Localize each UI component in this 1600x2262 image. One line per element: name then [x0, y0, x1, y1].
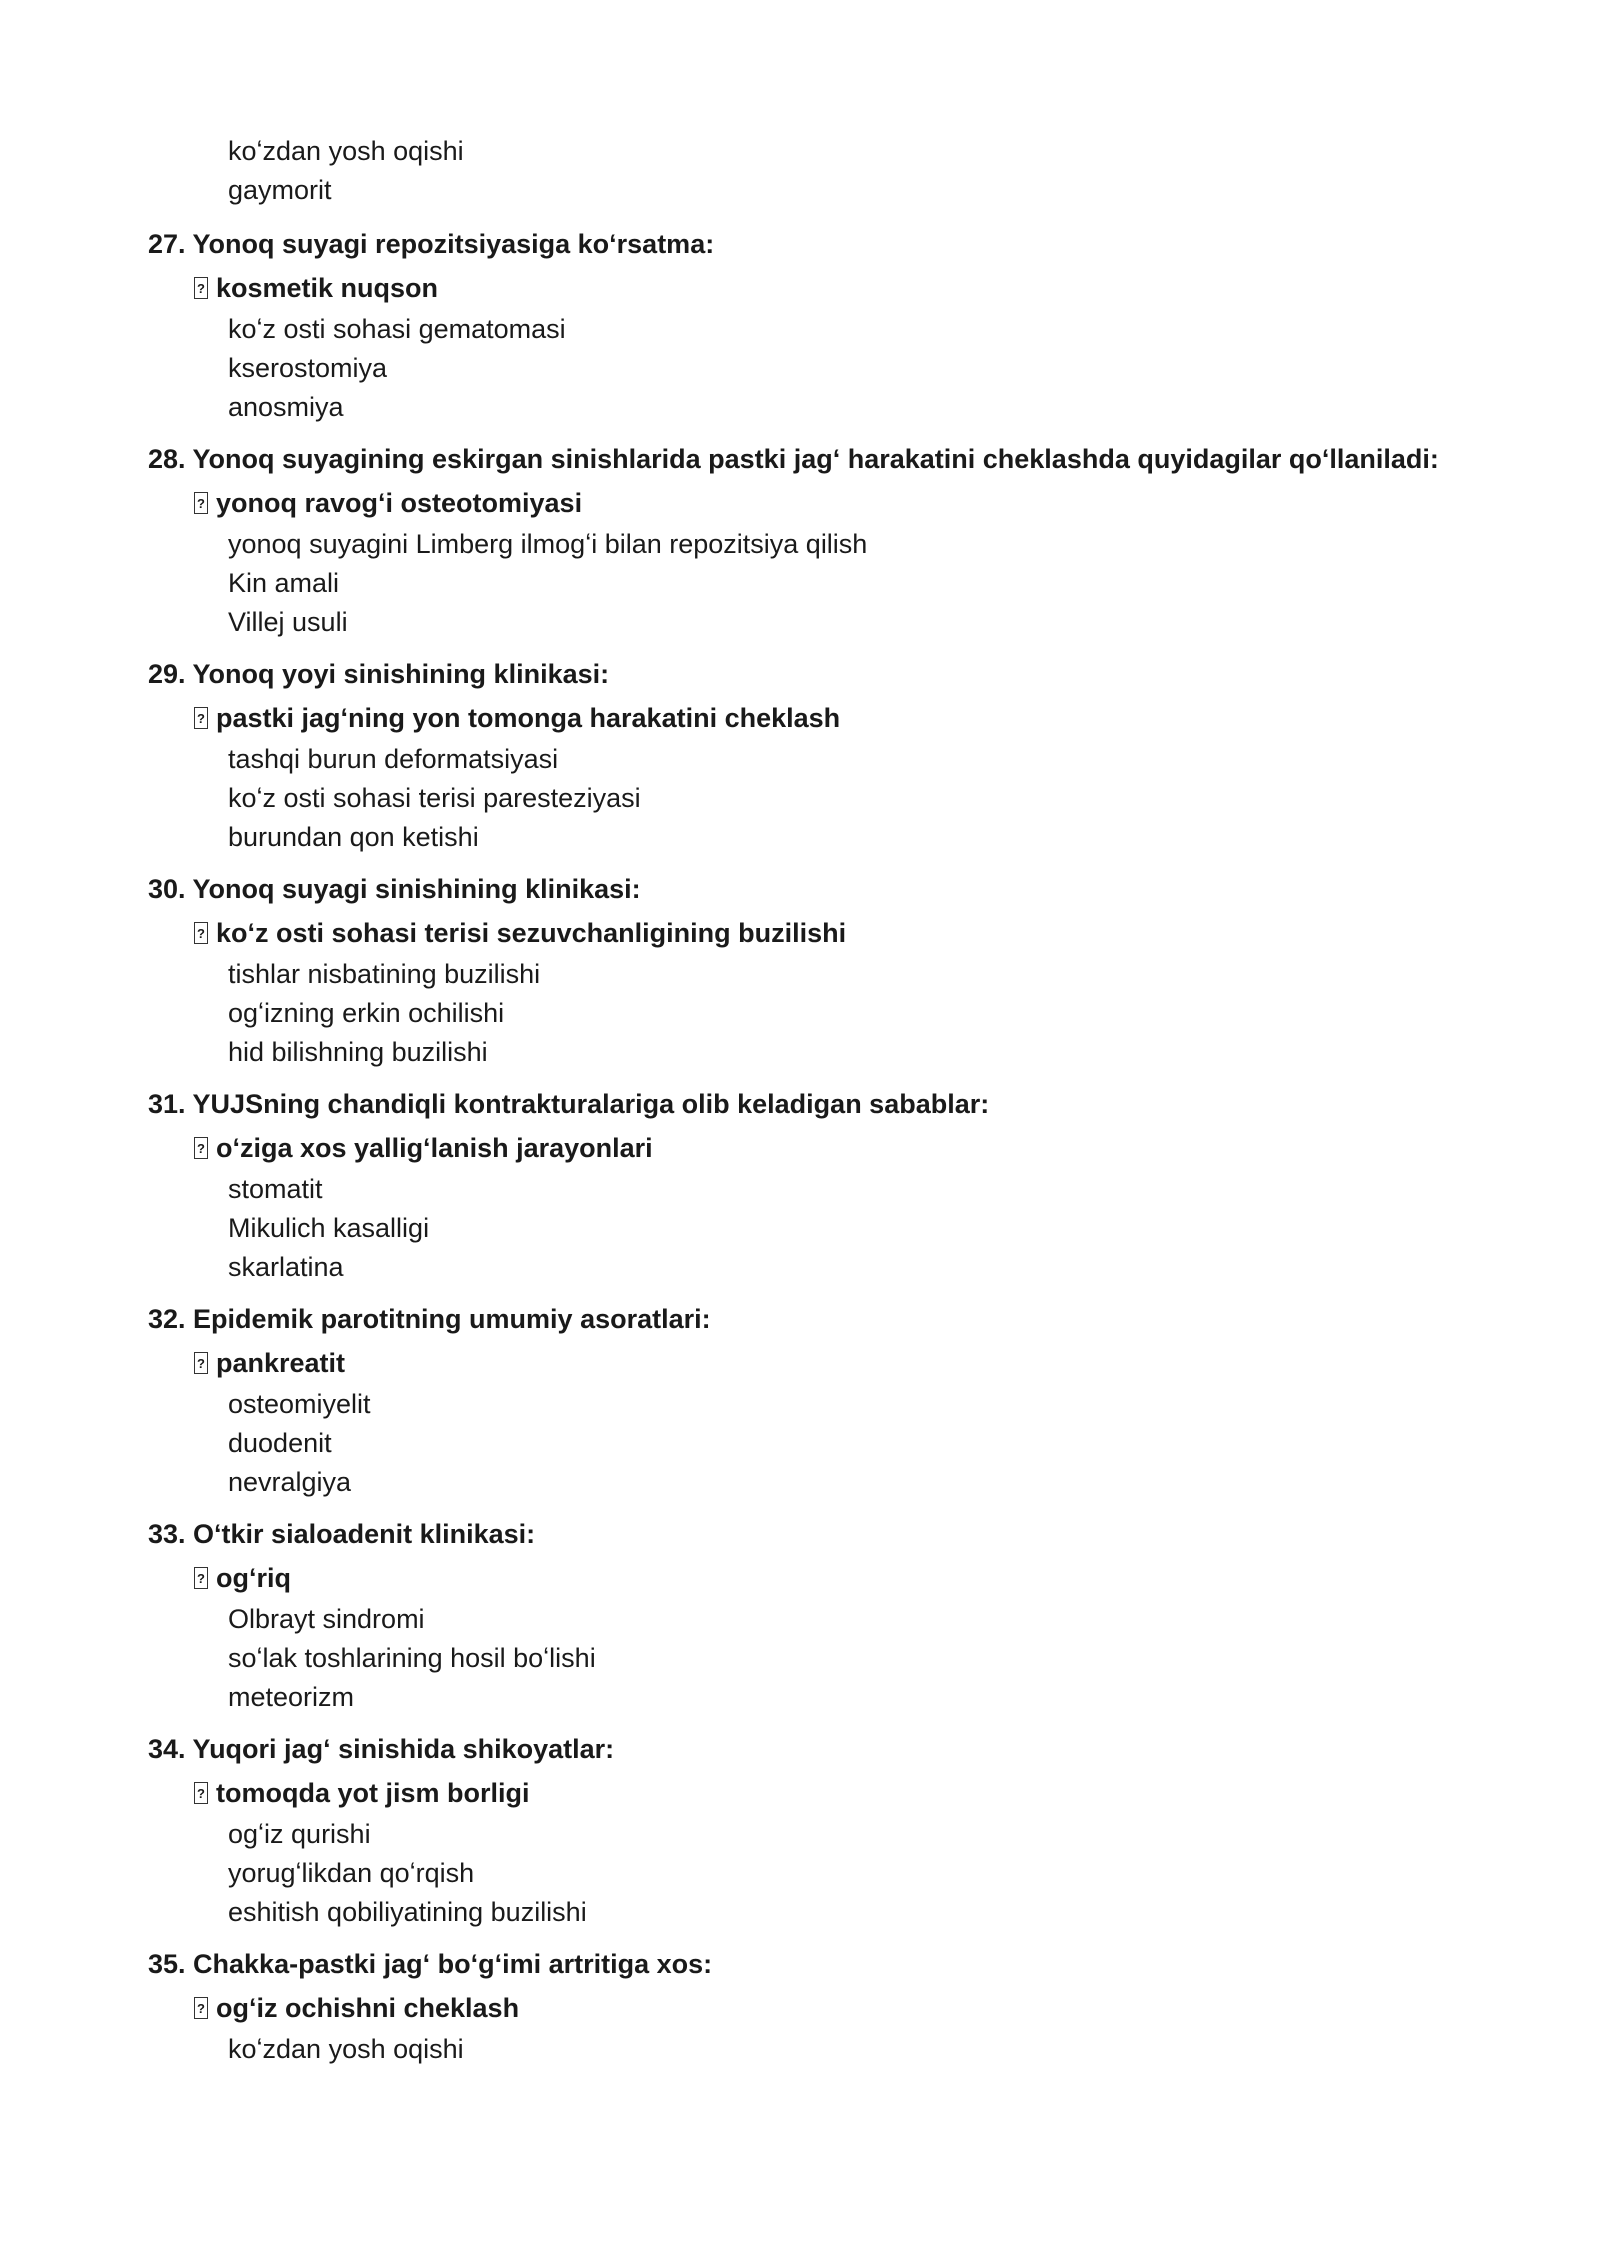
question-title: 32. Epidemik parotitning umumiy asoratlari: — [148, 1304, 711, 1334]
list-item: Mikulich kasalligi — [228, 1213, 430, 1243]
answer-marker-icon: ? — [194, 707, 208, 729]
other-options — [0, 740, 1600, 857]
list-item: eshitish qobiliyatining buzilishi — [228, 1897, 587, 1927]
answer-text: tomoqda yot jism borligi — [216, 1778, 530, 1808]
carryover-options — [0, 0, 1600, 210]
correct-answer — [0, 1126, 1600, 1170]
list-item: nevralgiya — [228, 1467, 352, 1497]
correct-answer — [0, 911, 1600, 955]
question-title: 30. Yonoq suyagi sinishining klinikasi: — [148, 874, 641, 904]
correct-answer — [0, 1771, 1600, 1815]
list-item: yorugʻlikdan qoʻrqish — [228, 1858, 475, 1888]
correct-answer — [0, 266, 1600, 310]
question-title: 31. YUJSning chandiqli kontrakturalariga olib keladigan sabablar: — [148, 1089, 990, 1119]
other-options — [0, 2030, 1600, 2069]
answer-marker-icon: ? — [194, 1567, 208, 1589]
list-item: burundan qon ketishi — [228, 822, 479, 852]
list-item: tishlar nisbatining buzilishi — [228, 959, 541, 989]
correct-answer — [0, 696, 1600, 740]
list-item: soʻlak toshlarining hosil boʻlishi — [228, 1643, 596, 1673]
list-item: hid bilishning buzilishi — [228, 1037, 488, 1067]
list-item: koʻzdan yosh oqishi — [228, 2034, 464, 2064]
other-options — [0, 1170, 1600, 1287]
correct-answer — [0, 1556, 1600, 1600]
other-options — [0, 1600, 1600, 1717]
other-options — [0, 1385, 1600, 1502]
answer-text: kosmetik nuqson — [216, 273, 439, 303]
question-title: 34. Yuqori jagʻ sinishida shikoyatlar: — [148, 1734, 615, 1764]
other-options — [0, 1815, 1600, 1932]
question-block — [0, 867, 1600, 1072]
list-item: ogʻiz qurishi — [228, 1819, 371, 1849]
answer-marker-icon: ? — [194, 277, 208, 299]
question-block — [0, 652, 1600, 857]
question-block — [0, 1512, 1600, 1717]
list-item: gaymorit — [228, 175, 332, 205]
list-item: tashqi burun deformatsiyasi — [228, 744, 559, 774]
list-item: meteorizm — [228, 1682, 355, 1712]
question-block — [0, 222, 1600, 427]
question-block — [0, 1082, 1600, 1287]
other-options — [0, 955, 1600, 1072]
question-title: 28. Yonoq suyagining eskirgan sinishlarida pastki jagʻ harakatini cheklashda quyidagilar qoʻllaniladi: — [148, 444, 1439, 474]
answer-marker-icon: ? — [194, 1137, 208, 1159]
answer-marker-icon: ? — [194, 1997, 208, 2019]
answer-text: yonoq ravogʻi osteotomiyasi — [216, 488, 583, 518]
answer-marker-icon: ? — [194, 1352, 208, 1374]
list-item: yonoq suyagini Limberg ilmogʻi bilan repozitsiya qilish — [228, 529, 868, 559]
list-item: Kin amali — [228, 568, 340, 598]
list-item: osteomiyelit — [228, 1389, 371, 1419]
answer-marker-icon: ? — [194, 922, 208, 944]
list-item: koʻz osti sohasi gematomasi — [228, 314, 566, 344]
correct-answer — [0, 1341, 1600, 1385]
correct-answer — [0, 1986, 1600, 2030]
list-item: anosmiya — [228, 392, 344, 422]
other-options — [0, 310, 1600, 427]
other-options — [0, 525, 1600, 642]
correct-answer — [0, 481, 1600, 525]
question-block — [0, 1297, 1600, 1502]
question-block — [0, 1727, 1600, 1932]
answer-text: ogʻriq — [216, 1563, 291, 1593]
question-block — [0, 437, 1600, 642]
list-item: ogʻizning erkin ochilishi — [228, 998, 505, 1028]
question-title: 35. Chakka-pastki jagʻ boʻgʻimi artritiga xos: — [148, 1949, 713, 1979]
list-item: Villej usuli — [228, 607, 348, 637]
answer-text: koʻz osti sohasi terisi sezuvchanligining buzilishi — [216, 918, 847, 948]
list-item: skarlatina — [228, 1252, 344, 1282]
list-item: duodenit — [228, 1428, 332, 1458]
answer-text: pastki jagʻning yon tomonga harakatini cheklash — [216, 703, 841, 733]
list-item: Olbrayt sindromi — [228, 1604, 425, 1634]
list-item: kserostomiya — [228, 353, 388, 383]
answer-text: pankreatit — [216, 1348, 346, 1378]
list-item: koʻzdan yosh oqishi — [228, 136, 464, 166]
answer-text: oʻziga xos yalligʻlanish jarayonlari — [216, 1133, 653, 1163]
question-title: 33. Oʻtkir sialoadenit klinikasi: — [148, 1519, 536, 1549]
question-block — [0, 1942, 1600, 2069]
list-item: stomatit — [228, 1174, 323, 1204]
answer-marker-icon: ? — [194, 492, 208, 514]
list-item: koʻz osti sohasi terisi paresteziyasi — [228, 783, 641, 813]
question-list — [0, 222, 1600, 2069]
answer-text: ogʻiz ochishni cheklash — [216, 1993, 520, 2023]
question-title: 27. Yonoq suyagi repozitsiyasiga koʻrsatma: — [148, 229, 715, 259]
answer-marker-icon: ? — [194, 1782, 208, 1804]
question-title: 29. Yonoq yoyi sinishining klinikasi: — [148, 659, 610, 689]
